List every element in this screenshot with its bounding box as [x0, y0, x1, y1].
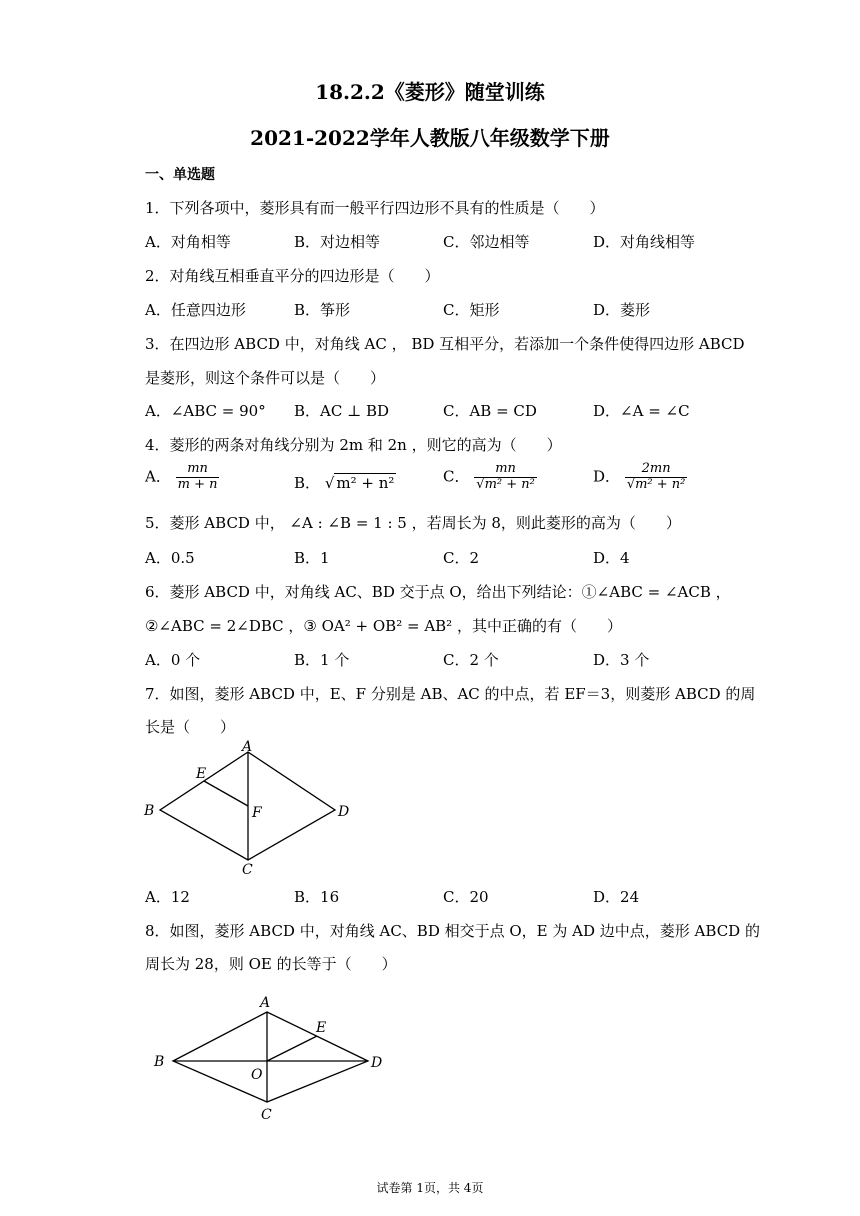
q4-fraction-d-radicand: m² + n²	[635, 476, 686, 492]
label-c-q8: C	[261, 1107, 272, 1123]
label-e-q8: E	[316, 1020, 327, 1036]
q4-fraction-d-den: √m² + n²	[626, 476, 686, 492]
question-2-stem: 2．对角线互相垂直平分的四边形是（ ）	[145, 267, 440, 285]
label-d-q7: D	[338, 804, 350, 820]
q1-option-c: C．邻边相等	[443, 233, 530, 251]
q2-option-c: C．矩形	[443, 301, 500, 319]
q4-fraction-c-radicand: m² + n²	[484, 476, 535, 492]
q4-fraction-a-den: m + n	[177, 476, 218, 492]
q6-option-c: C．2 个	[443, 651, 499, 669]
q4-option-d-label: D．	[593, 467, 621, 486]
q3-option-d: D．∠A = ∠C	[593, 402, 690, 420]
q4-fraction-c	[474, 462, 537, 493]
q4-sqrt-b-radicand: m² + n²	[336, 474, 395, 492]
rhombus-figure-q7	[130, 740, 370, 880]
q3-option-b: B．AC ⊥ BD	[294, 402, 390, 420]
q5-option-c: C．2	[443, 549, 480, 567]
q2-option-d: D．菱形	[593, 301, 651, 319]
q7-option-b: B．16	[294, 888, 340, 906]
label-o-q8: O	[251, 1067, 263, 1083]
q2-option-b: B．筝形	[294, 301, 351, 319]
page-subtitle: 2021-2022学年人教版八年级数学下册	[250, 126, 610, 150]
rhombus-figure-q8	[140, 985, 400, 1130]
q3-option-c: C．AB = CD	[443, 402, 537, 420]
q5-option-d: D．4	[593, 549, 630, 567]
q4-fraction-a-num: mn	[187, 461, 208, 476]
q4-option-a	[145, 462, 219, 493]
q3-option-a: A．∠ABC = 90°	[145, 402, 266, 420]
q1-option-d: D．对角线相等	[593, 233, 696, 251]
label-a-q7: A	[242, 740, 253, 755]
q4-fraction-d	[625, 462, 688, 493]
question-8-stem-line2: 周长为 28，则 OE 的长等于（ ）	[145, 955, 397, 973]
q1-option-b: B．对边相等	[294, 233, 381, 251]
q5-option-a: A．0.5	[145, 549, 195, 567]
q2-option-a: A．任意四边形	[145, 301, 246, 319]
q1-option-a: A．对角相等	[145, 233, 231, 251]
question-5-stem: 5．菱形 ABCD 中， ∠A : ∠B = 1 : 5 ，若周长为 8，则此菱形的高为（ ）	[145, 514, 681, 532]
q4-fraction-d-num: 2mn	[641, 461, 671, 476]
question-3-stem-line1: 3．在四边形 ABCD 中，对角线 AC ， BD 互相平分，若添加一个条件使得四边形 ABCD	[145, 335, 745, 353]
question-6-stem-line1: 6．菱形 ABCD 中，对角线 AC、BD 交于点 O，给出下列结论：①∠ABC = ∠ACB ，	[145, 583, 731, 601]
q4-option-d	[593, 462, 687, 493]
q7-option-c: C．20	[443, 888, 489, 906]
segment-oe-q8	[267, 1036, 317, 1061]
question-6-stem-line2: ②∠ABC = 2∠DBC ，③ OA² + OB² = AB² ，其中正确的有（ ）	[145, 617, 622, 635]
q4-option-a-label: A．	[145, 467, 171, 486]
section-heading: 一、单选题	[145, 167, 215, 183]
question-4-stem: 4．菱形的两条对角线分别为 2m 和 2n ，则它的高为（ ）	[145, 436, 562, 454]
q4-option-b-label: B．	[294, 474, 321, 492]
question-1-stem: 1．下列各项中，菱形具有而一般平行四边形不具有的性质是（ ）	[145, 199, 605, 217]
page-title: 18.2.2《菱形》随堂训练	[315, 80, 545, 104]
q5-option-b: B．1	[294, 549, 330, 567]
page-footer: 试卷第 1页，共 4页	[376, 1181, 484, 1195]
q4-option-c	[443, 462, 537, 493]
q7-option-d: D．24	[593, 888, 640, 906]
q7-option-a: A．12	[145, 888, 190, 906]
label-c-q7: C	[242, 862, 253, 878]
rhombus-q8	[173, 1012, 368, 1102]
question-8-stem-line1: 8．如图，菱形 ABCD 中，对角线 AC、BD 相交于点 O，E 为 AD 边中点，菱形 ABCD 的	[145, 922, 760, 940]
label-b-q7: B	[144, 803, 155, 819]
label-e-q7: E	[196, 766, 207, 782]
label-d-q8: D	[371, 1055, 383, 1071]
q6-option-b: B．1 个	[294, 651, 350, 669]
q4-fraction-c-den: √m² + n²	[476, 476, 535, 492]
label-a-q8: A	[260, 995, 271, 1011]
q4-fraction-a	[176, 462, 220, 493]
segment-ef-q7	[204, 781, 248, 806]
label-f-q7: F	[252, 805, 262, 821]
question-3-stem-line2: 是菱形，则这个条件可以是（ ）	[145, 369, 386, 387]
q6-option-d: D．3 个	[593, 651, 650, 669]
q4-fraction-c-num: mn	[495, 461, 516, 476]
q4-option-c-label: C．	[443, 467, 470, 486]
question-7-stem-line1: 7．如图，菱形 ABCD 中，E、F 分别是 AB、AC 的中点，若 EF＝3，则菱形 ABCD 的周	[145, 685, 756, 703]
q4-sqrt-b: √ m² + n²	[324, 474, 395, 492]
q6-option-a: A．0 个	[145, 651, 201, 669]
label-b-q8: B	[154, 1054, 165, 1070]
q4-option-b	[294, 472, 396, 493]
question-7-stem-line2: 长是（ ）	[145, 718, 236, 736]
